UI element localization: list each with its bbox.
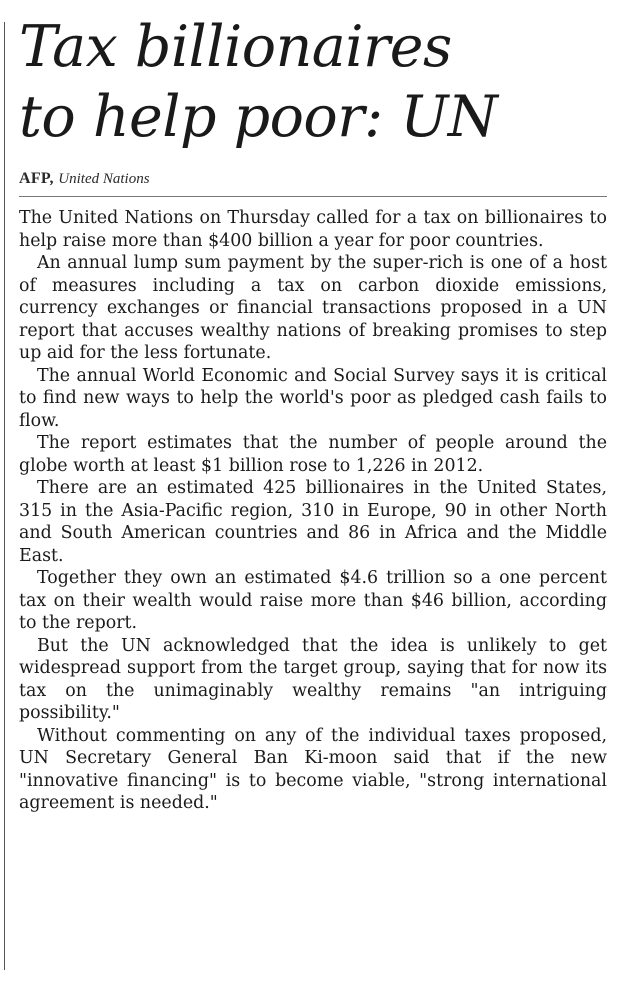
paragraph-1: The United Nations on Thursday called for a tax on billionaires to help raise more than $400 billion a year for poor countries. [19, 208, 607, 251]
paragraph-4: The report estimates that the number of people around the globe worth at least $1 billion rose to 1,226 in 2012. [19, 433, 607, 476]
paragraph-5: There are an estimated 425 billionaires in the United States, 315 in the Asia-Pacific region, 310 in Europe, 90 in other North and South American countries and 86 in Africa and the Middle East. [19, 478, 607, 566]
paragraph-8: Without commenting on any of the individual taxes proposed, UN Secretary General Ban Ki-moon said that if the new "innovative financing" is to become viable, "strong international agreement is needed." [19, 725, 607, 813]
headline-line-1: Tax billionaires [19, 14, 452, 80]
headline [19, 12, 607, 152]
paragraph-3: The annual World Economic and Social Survey says it is critical to find new ways to help the world's poor as pledged cash fails to flow. [19, 365, 607, 431]
article-body [19, 207, 607, 815]
column-divider-line [4, 22, 5, 970]
byline-divider [19, 196, 607, 197]
paragraph-7: But the UN acknowledged that the idea is unlikely to get widespread support from the target group, saying that for now its tax on the unimaginably wealthy remains "an intriguing possibility." [19, 635, 607, 723]
byline [19, 170, 607, 188]
byline-location: United Nations [58, 171, 150, 187]
byline-agency: AFP, [19, 170, 54, 187]
headline-line-2: to help poor: UN [19, 84, 498, 150]
paragraph-2: An annual lump sum payment by the super-rich is one of a host of measures including a tax on carbon dioxide emissions, currency exchanges or financial transactions proposed in a UN report that accuses wealthy nations of breaking promises to step up aid for the less fortunate. [19, 253, 607, 363]
paragraph-6: Together they own an estimated $4.6 trillion so a one percent tax on their wealth would raise more than $46 billion, according to the report. [19, 568, 607, 633]
news-article [19, 12, 607, 815]
